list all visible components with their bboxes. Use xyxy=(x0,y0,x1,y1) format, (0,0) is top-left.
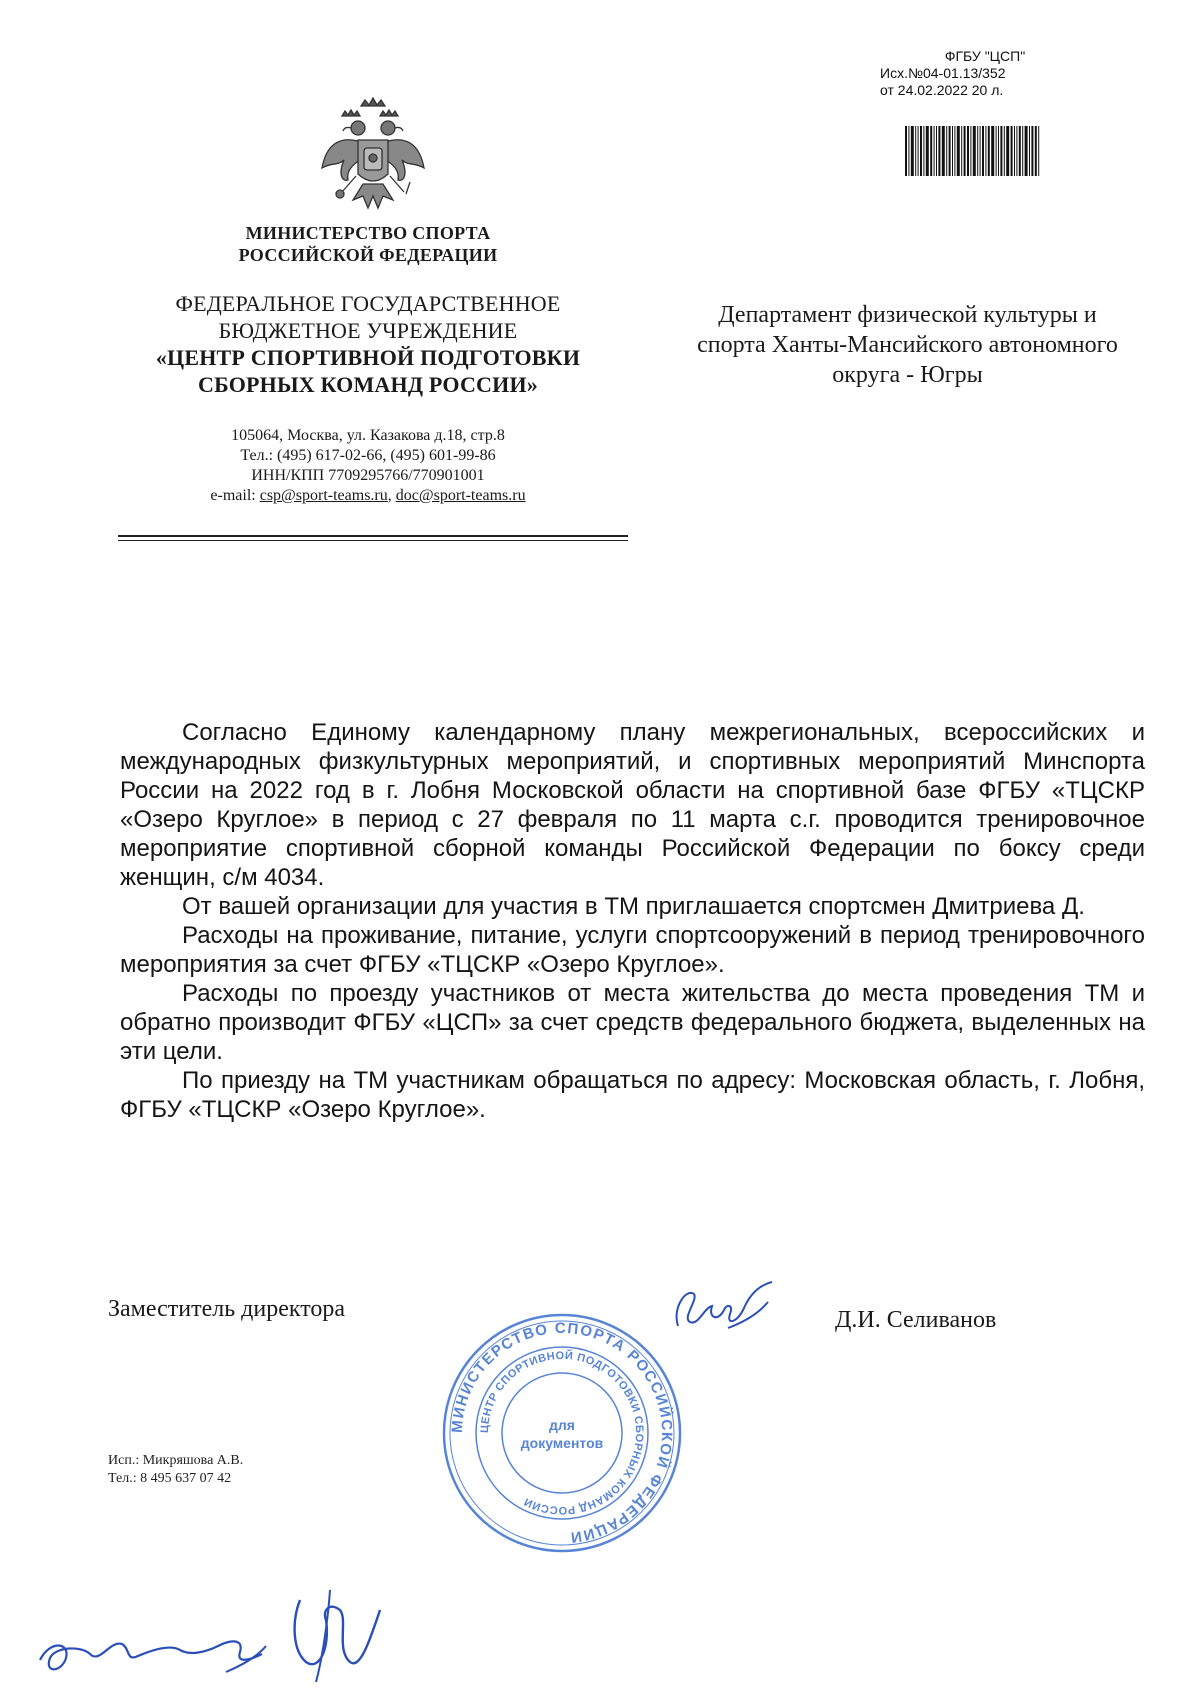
barcode-bar xyxy=(905,126,907,176)
barcode-bar xyxy=(1038,126,1039,176)
registration-block xyxy=(880,48,1080,99)
body-paragraph: Расходы на проживание, питание, услуги спортсооружений в период тренировочного мероприятия за счет ФГБУ «ТЦСКР «Озеро Круглое». xyxy=(120,922,1145,978)
ministry-line: МИНИСТЕРСТВО СПОРТА xyxy=(245,223,491,243)
ministry-line: РОССИЙСКОЙ ФЕДЕРАЦИИ xyxy=(238,245,498,265)
barcode-bar xyxy=(911,126,914,176)
barcode-bar xyxy=(998,126,999,176)
barcode-bar xyxy=(926,126,929,176)
barcode-bar xyxy=(1025,126,1028,176)
recipient-line: округа - Югры xyxy=(832,362,983,388)
barcode-bar xyxy=(973,126,976,176)
barcode-bar xyxy=(1022,126,1023,176)
barcode-bar xyxy=(949,126,951,176)
barcode-bar xyxy=(1031,126,1033,176)
organization-contacts xyxy=(108,426,628,506)
performer-name: Исп.: Микряшова А.В. xyxy=(108,1453,244,1468)
organization-name xyxy=(108,290,628,398)
org-line: ФЕДЕРАЛЬНОЕ ГОСУДАРСТВЕННОЕ xyxy=(175,291,561,316)
email-prefix: e-mail: xyxy=(210,487,260,504)
performer-phone: Тел.: 8 495 637 07 42 xyxy=(108,1471,232,1486)
barcode-bar xyxy=(946,126,947,176)
barcode-bar xyxy=(1016,126,1017,176)
barcode-bar xyxy=(1014,126,1015,176)
barcode-bar xyxy=(954,126,955,176)
barcode-bar xyxy=(915,126,916,176)
barcode-bar xyxy=(934,126,935,176)
barcode-bar xyxy=(936,126,937,176)
org-line-bold: СБОРНЫХ КОМАНД РОССИИ» xyxy=(198,372,538,397)
bottom-handwritten-mark xyxy=(30,1580,410,1690)
recipient-line: спорта Ханты-Мансийского автономного xyxy=(697,332,1118,358)
barcode-bar xyxy=(957,126,960,176)
barcode-bar xyxy=(942,126,945,176)
official-round-stamp xyxy=(437,1308,687,1558)
body-paragraph: От вашей организации для участия в ТМ приглашается спортсмен Дмитриева Д. xyxy=(182,893,1085,920)
barcode-bar xyxy=(908,126,909,176)
stamp-center-line2: документов xyxy=(520,1435,604,1451)
barcode-bar xyxy=(1006,126,1009,176)
body-paragraph: По приезду на ТМ участникам обращаться по адресу: Московская область, г. Лобня, ФГБУ «ТЦСКР «Озеро Круглое». xyxy=(120,1067,1145,1123)
signer-name: Д.И. Селиванов xyxy=(835,1307,997,1333)
email-link-doc[interactable]: doc@sport-teams.ru xyxy=(395,487,526,504)
signer-position: Заместитель директора xyxy=(108,1296,346,1322)
barcode-bar xyxy=(1004,126,1005,176)
barcode-bar xyxy=(1029,126,1030,176)
org-address: 105064, Москва, ул. Казакова д.18, стр.8 xyxy=(231,427,505,444)
barcode-bar xyxy=(996,126,997,176)
recipient-block xyxy=(650,300,1165,390)
performer-info xyxy=(108,1452,243,1488)
registration-org: ФГБУ "ЦСП" xyxy=(944,48,1026,64)
barcode-bar xyxy=(1019,126,1021,176)
letter-body xyxy=(120,718,1145,1124)
barcode-bar xyxy=(1000,126,1002,176)
org-line: БЮДЖЕТНОЕ УЧРЕЖДЕНИЕ xyxy=(218,318,518,343)
barcode-bar xyxy=(970,126,971,176)
barcode-bar xyxy=(1011,126,1013,176)
org-phone: Тел.: (495) 617-02-66, (495) 601-99-86 xyxy=(240,447,496,464)
barcode-bar xyxy=(982,126,984,176)
registration-number: Исх.№04-01.13/352 xyxy=(880,65,1006,81)
barcode-bar xyxy=(938,126,940,176)
barcode-bar xyxy=(918,126,919,176)
barcode-bar xyxy=(991,126,994,176)
stamp-center-line1: для xyxy=(549,1417,575,1433)
barcode-bar xyxy=(988,126,990,176)
barcode-bar xyxy=(967,126,969,176)
barcode-bar xyxy=(1035,126,1037,176)
stamp-outer-text: МИНИСТЕРСТВО СПОРТА РОССИЙСКОЙ ФЕДЕРАЦИИ xyxy=(448,1319,676,1546)
barcode-bar xyxy=(923,126,924,176)
barcode-bar xyxy=(964,126,966,176)
header-divider xyxy=(118,535,628,537)
coat-of-arms-emblem xyxy=(318,96,428,224)
barcode-bar xyxy=(952,126,953,176)
recipient-line: Департамент физической культуры и xyxy=(718,302,1097,328)
barcode-bar xyxy=(920,126,922,176)
registration-date: от 24.02.2022 20 л. xyxy=(880,82,1004,98)
org-line-bold: «ЦЕНТР СПОРТИВНОЙ ПОДГОТОВКИ xyxy=(155,345,581,370)
email-separator: , xyxy=(387,487,396,504)
barcode xyxy=(905,126,1055,176)
barcode-bar xyxy=(961,126,962,176)
org-email xyxy=(108,486,628,506)
barcode-bar xyxy=(977,126,978,176)
stamp-inner-text: ЦЕНТР СПОРТИВНОЙ ПОДГОТОВКИ СБОРНЫХ КОМАНД РОССИИ xyxy=(478,1349,646,1517)
org-inn: ИНН/КПП 7709295766/770901001 xyxy=(251,467,485,484)
barcode-bar xyxy=(930,126,932,176)
body-paragraph: Расходы по проезду участников от места жительства до места проведения ТМ и обратно производит ФГБУ «ЦСП» за счет средств федерального бюджета, выделенных на эти цели. xyxy=(120,980,1145,1065)
email-link-csp[interactable]: csp@sport-teams.ru xyxy=(259,487,388,504)
ministry-name xyxy=(108,222,628,266)
body-paragraph: Согласно Единому календарному плану межрегиональных, всероссийских и международных физкультурных мероприятий, и спортивных мероприятий Минспорта России на 2022 год в г. Лобня Московской области на спортивной базе ФГБУ «ТЦСКР «Озеро Круглое» в период с 27 февраля по 11 марта с.г. проводится тренировочное мероприятие спортивной сборной команды Российской Федерации по боксу среди женщин, с/м 4034. xyxy=(120,719,1145,891)
barcode-bar xyxy=(985,126,986,176)
header-divider-thin xyxy=(118,540,628,541)
barcode-bar xyxy=(980,126,981,176)
